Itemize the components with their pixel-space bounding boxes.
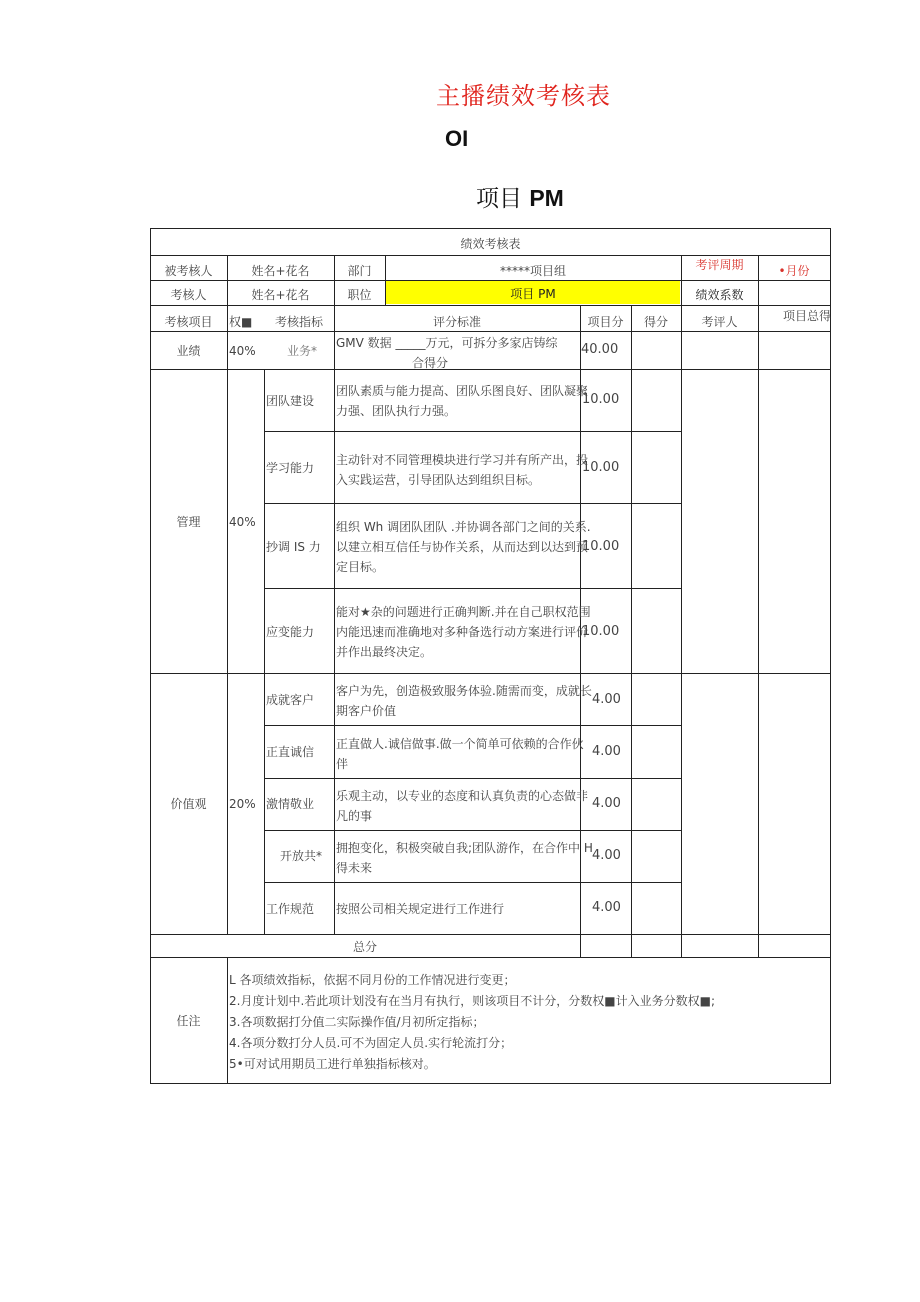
criteria-line: 能对★杂的问题进行正确判断.并在自己职权范围 (336, 605, 591, 619)
mgmt-score: 10.00 (582, 460, 620, 475)
assessor-value: 姓名+花名 (251, 288, 310, 302)
criteria-line: 正直做人.诚信做事.做一个简单可依赖的合作伙 (336, 737, 584, 751)
period-label: 考评周期 (695, 258, 744, 272)
position-value: 项目 PM (510, 287, 556, 301)
note-item: L 各项绩效指标，依据不同月份的工作情况进行变更； (229, 973, 516, 987)
values-criteria (336, 786, 588, 826)
role-heading (476, 180, 564, 213)
mgmt-indicator: 学习能力 (266, 461, 315, 475)
reviewee-value: 姓名+花名 (251, 264, 310, 278)
values-weight: 20% (229, 797, 256, 811)
notes-list (229, 970, 715, 1075)
assessor-label: 考核人 (170, 288, 207, 302)
values-score: 4.00 (592, 900, 621, 915)
criteria-line: 力强、团队执行力强。 (336, 404, 457, 418)
criteria-line: 按照公司相关规定进行工作进行 (336, 902, 505, 916)
perf-score: 40.00 (581, 342, 619, 357)
mgmt-criteria (336, 450, 588, 490)
criteria-line: 内能迅速而准确地对多种备选行动方案进行评价 (336, 625, 589, 639)
criteria-line: 期客户价值 (336, 704, 397, 718)
values-name: 价值观 (170, 797, 207, 811)
position-label: 职位 (347, 288, 372, 302)
criteria-line: 凡的事 (336, 809, 373, 823)
col-item: 考核项目 (164, 315, 213, 329)
mgmt-criteria (336, 517, 591, 577)
perf-criteria (336, 333, 558, 373)
criteria-line: 得未来 (336, 861, 373, 875)
col-total: 项目总得 (783, 309, 832, 323)
col-weight: 权■ (229, 315, 253, 329)
note-item: 4.各项分数打分人员.可不为固定人员.实行轮流打分； (229, 1036, 513, 1050)
col-indicator: 考核指标 (274, 315, 323, 329)
values-score: 4.00 (592, 692, 621, 707)
values-indicator: 正直诚信 (266, 745, 315, 759)
values-indicator: 工作规范 (266, 902, 315, 916)
values-indicator: 成就客户 (266, 693, 315, 707)
criteria-line: 定目标。 (336, 560, 385, 574)
perf-criteria-line: GMV 数据 _____万元，可拆分多家店铸综 (336, 336, 558, 350)
mgmt-name: 管理 (176, 515, 201, 529)
criteria-line: 伴 (336, 757, 349, 771)
role-suffix: PM (529, 185, 564, 211)
dept-label: 部门 (347, 264, 372, 278)
values-score: 4.00 (592, 796, 621, 811)
values-criteria (336, 681, 592, 721)
criteria-line: 并作出最终决定。 (336, 645, 433, 659)
reviewee-label: 被考核人 (164, 264, 213, 278)
page-title: 主播绩效考核表 (436, 82, 611, 110)
perf-criteria-line: 合得分 (412, 356, 449, 370)
perf-weight: 40% (229, 344, 256, 358)
mgmt-weight: 40% (229, 515, 256, 529)
coef-label: 绩效系数 (695, 288, 744, 302)
col-criteria: 评分标准 (432, 315, 481, 329)
mgmt-indicator: 团队建设 (266, 394, 315, 408)
mgmt-indicator: 应变能力 (266, 625, 315, 639)
criteria-line: 组织 Wh 调团队团队 .并协调各部门之间的关系. (336, 520, 591, 534)
values-indicator: 开放共* (280, 849, 323, 863)
col-rater: 考评人 (701, 315, 738, 329)
note-item: 2.月度计划中.若此项计划没有在当月有执行，则该项目不计分，分数权■计入业务分数权■; (229, 994, 715, 1008)
values-criteria (336, 734, 584, 774)
col-item-score: 项目分 (587, 315, 624, 329)
period-value: •月份 (778, 264, 810, 278)
mgmt-score: 10.00 (582, 624, 620, 639)
mgmt-indicator: 抄调 IS 力 (266, 540, 321, 554)
table-caption: 绩效考核表 (460, 237, 521, 251)
total-label: 总分 (352, 940, 377, 954)
criteria-line: 拥抱变化，积极突破自我;团队游作，在合作中 H (336, 841, 593, 855)
mgmt-criteria (336, 381, 588, 421)
values-indicator: 激情敬业 (266, 797, 315, 811)
note-item: 3.各项数据打分值二实际操作值/月初所定指标； (229, 1015, 485, 1029)
criteria-line: 客户为先，创造极致服务体验.随需而变，成就长 (336, 684, 592, 698)
notes-label: 任注 (176, 1014, 201, 1028)
form-code: OI (445, 126, 469, 151)
values-score: 4.00 (592, 744, 621, 759)
values-criteria (336, 838, 593, 878)
criteria-line: 团队素质与能力提高、团队乐图良好、团队凝聚 (336, 384, 589, 398)
mgmt-criteria (336, 602, 591, 662)
criteria-line: 以建立相互信任与协作关系，从而达到以达到预 (336, 540, 589, 554)
mgmt-score: 10.00 (582, 392, 620, 407)
criteria-line: 乐观主动，以专业的态度和认真负责的心态做非 (336, 789, 589, 803)
note-item: 5•可对试用期员工进行单独指标核对。 (229, 1057, 436, 1071)
criteria-line: 主动针对不同管理模块进行学习并有所产出，投 (336, 453, 589, 467)
dept-value: *****项目组 (499, 264, 566, 278)
perf-name: 业绩 (176, 344, 201, 358)
values-score: 4.00 (592, 848, 621, 863)
col-score: 得分 (643, 315, 668, 329)
mgmt-score: 10.00 (582, 539, 620, 554)
perf-indicator: 业务* (287, 344, 318, 358)
values-criteria (336, 899, 504, 919)
role-prefix: 项目 (476, 186, 522, 212)
criteria-line: 入实践运营，引导团队达到组织目标。 (336, 473, 541, 487)
